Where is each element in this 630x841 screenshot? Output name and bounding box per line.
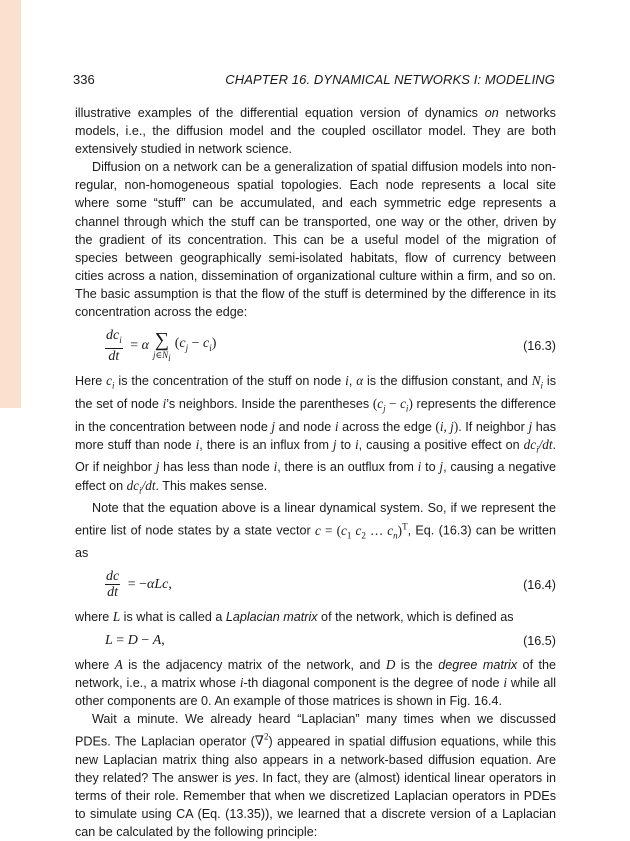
equation-16-4: $\frac{dc}{dt}$ = −αLc, (16.4) <box>106 569 556 601</box>
body-text <box>75 104 556 841</box>
paragraph-2: Diffusion on a network can be a generalization of spatial diffusion models into non-regular, non-homogeneous spatial topologies. Each node represents a local site where some “stuff” can be accumulated, and each symmetric edge represents a channel through which the stuff can be transported, one way or the other, driven by the gradient of its concentration. This can be a useful model of the migration of species between geographically semi-isolated habitats, flow of currency between cities across a nation, dissemination of organizational culture within a firm, and so on. The basic assumption is that the flow of the stuff is determined by the difference in its concentration across the edge: <box>75 160 556 320</box>
paragraph-6: where A is the adjacency matrix of the network, and D is the degree matrix of the network, i.e., a matrix whose i-th diagonal component is the degree of node i while all other components are 0. An example of those matrices is shown in Fig. 16.4. <box>75 656 556 708</box>
equation-number: (16.4) <box>523 577 556 592</box>
paragraph-3: Here $c_i$ is the concentration of the stuff on node i, α is the diffusion constant, and $N_i$ is the set of node i’s neighbors. Inside the parentheses $(c_j - c_i)$ represents the difference in the concentration between node j and node i across the edge (i, j). If neighbor j has more stuff than node i, there is an influx from j to i, causing a positive effect on $dc_i/dt$. Or if neighbor j has less than node i, there is an outflux from i to j, causing a negative effect on $dc_i/dt$. This makes sense. <box>75 373 557 496</box>
equation-16-3: $\frac{dc_i}{dt}$ = α ∑ $j\in N_i$ $(c_j - c_i)$ (16.3) <box>106 328 556 365</box>
page-number: 336 <box>73 72 95 87</box>
paragraph-1: illustrative examples of the differential equation version of dynamics on networks models, i.e., the diffusion model and the coupled oscillator model. They are both extensively studied in network science. <box>75 106 556 157</box>
equation-16-5: L = D − A, (16.5) <box>75 628 556 654</box>
running-head: CHAPTER 16. DYNAMICAL NETWORKS I: MODELING <box>225 72 555 87</box>
equation-number: (16.3) <box>523 339 556 354</box>
paragraph-5: where L is what is called a Laplacian matrix of the network, which is defined as <box>75 608 514 624</box>
paragraph-4: Note that the equation above is a linear dynamical system. So, if we represent the entire list of node states by a state vector $c = (c_1$ $c_2$ … $c_n)^T$, Eq. (16.3) can be written as <box>75 501 556 561</box>
equation-number: (16.5) <box>523 633 556 648</box>
margin-color-strip <box>0 0 21 408</box>
paragraph-7: Wait a minute. We already heard “Laplacian” many times when we discussed PDEs. The Laplacian operator (∇$^2$) appeared in spatial diffusion equations, while this new Laplacian matrix thing also appears in a network-based diffusion equation. Are they related? The answer is yes. In fact, they are (almost) identical linear operators in terms of their role. Remember that when we discretized Laplacian operators in PDEs to simulate using CA (Eq. (13.35)), we learned that a discrete version of a Laplacian can be calculated by the following principle: <box>75 711 556 839</box>
